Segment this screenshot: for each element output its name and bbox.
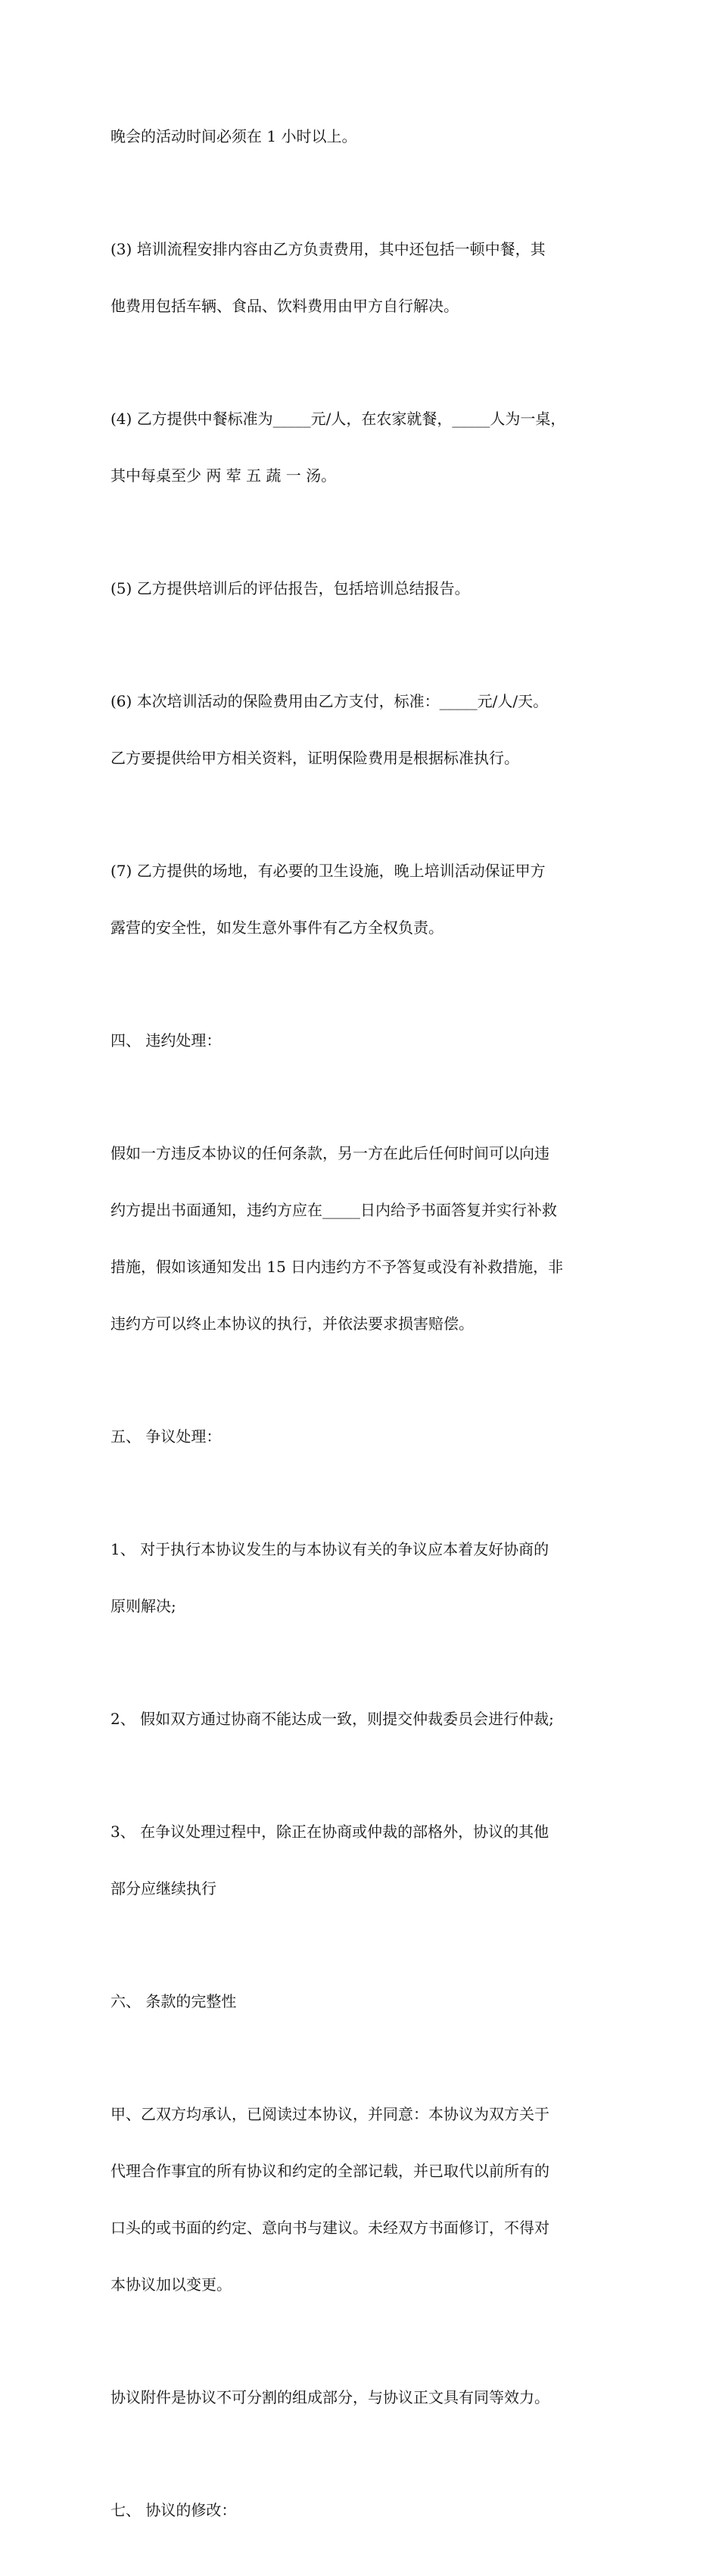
heading-text: 七、 协议的修改： xyxy=(110,2501,237,2519)
text-line: 乙方要提供给甲方相关资料，证明保险费用是根据标准执行。 xyxy=(110,749,519,767)
text-line: (3) 培训流程安排内容由乙方负责费用，其中还包括一顿中餐，其 xyxy=(110,240,546,258)
text-line: 部分应继续执行 xyxy=(110,1879,216,1898)
clause-6-insurance xyxy=(110,654,618,806)
text-line: 措施，假如该通知发出 15 日内违约方不予答复或没有补救措施，非 xyxy=(110,1258,564,1276)
text-line: 露营的安全性，如发生意外事件有乙方全权负责。 xyxy=(110,918,444,937)
text-line: (6) 本次培训活动的保险费用由乙方支付，标准：_____元/人/天。 xyxy=(110,692,549,710)
paragraph-evening-activity xyxy=(110,89,618,184)
clause-7-venue-safety xyxy=(110,824,618,975)
text-line: (5) 乙方提供培训后的评估报告，包括培训总结报告。 xyxy=(110,579,470,597)
text-line: 原则解决; xyxy=(110,1597,176,1615)
clause-3-training-cost xyxy=(110,202,618,354)
text-line: 协议附件是协议不可分割的组成部分，与协议正文具有同等效力。 xyxy=(110,2388,549,2406)
text-line: 口头的或书面的约定、意向书与建议。未经双方书面修订，不得对 xyxy=(110,2219,549,2237)
dispute-item-3 xyxy=(110,1785,618,1936)
heading-text: 六、 条款的完整性 xyxy=(110,1992,237,2010)
text-line: 3、 在争议处理过程中，除正在协商或仲裁的部格外，协议的其他 xyxy=(110,1823,549,1841)
paragraph-attachments xyxy=(110,2350,618,2445)
section-heading-completeness xyxy=(110,1954,618,2049)
text-line: 违约方可以终止本协议的执行，并依法要求损害赔偿。 xyxy=(110,1315,474,1333)
paragraph-entire-agreement xyxy=(110,2067,618,2332)
clause-5-evaluation-report xyxy=(110,541,618,636)
document-body xyxy=(110,89,618,2576)
section-heading-breach xyxy=(110,993,618,1088)
text-line: 1、 对于执行本协议发生的与本协议有关的争议应本着友好协商的 xyxy=(110,1540,549,1558)
text-line: 本协议加以变更。 xyxy=(110,2275,232,2294)
text-line: 晚会的活动时间必须在 1 小时以上。 xyxy=(110,127,357,145)
text-line: 其中每桌至少 两 荤 五 蔬 一 汤。 xyxy=(110,466,337,485)
text-line: (4) 乙方提供中餐标准为_____元/人，在农家就餐，_____人为一桌， xyxy=(110,410,566,428)
section-heading-dispute xyxy=(110,1389,618,1484)
section-heading-amendment xyxy=(110,2463,618,2558)
text-line: 代理合作事宜的所有协议和约定的全部记载，并已取代以前所有的 xyxy=(110,2162,549,2180)
text-line: 约方提出书面通知，违约方应在_____日内给予书面答复并实行补救 xyxy=(110,1201,557,1219)
dispute-item-1 xyxy=(110,1502,618,1654)
heading-text: 四、 违约处理： xyxy=(110,1031,222,1049)
text-line: (7) 乙方提供的场地，有必要的卫生设施，晚上培训活动保证甲方 xyxy=(110,862,546,880)
text-line: 他费用包括车辆、食品、饮料费用由甲方自行解决。 xyxy=(110,297,459,315)
text-line: 2、 假如双方通过协商不能达成一致，则提交仲裁委员会进行仲裁; xyxy=(110,1710,554,1728)
heading-text: 五、 争议处理： xyxy=(110,1427,222,1445)
dispute-item-2 xyxy=(110,1672,618,1767)
text-line: 甲、乙双方均承认，已阅读过本协议，并同意：本协议为双方关于 xyxy=(110,2105,549,2123)
text-line: 假如一方违反本协议的任何条款，另一方在此后任何时间可以向违 xyxy=(110,1144,549,1162)
clause-4-lunch-standard xyxy=(110,372,618,523)
paragraph-breach-handling xyxy=(110,1106,618,1371)
